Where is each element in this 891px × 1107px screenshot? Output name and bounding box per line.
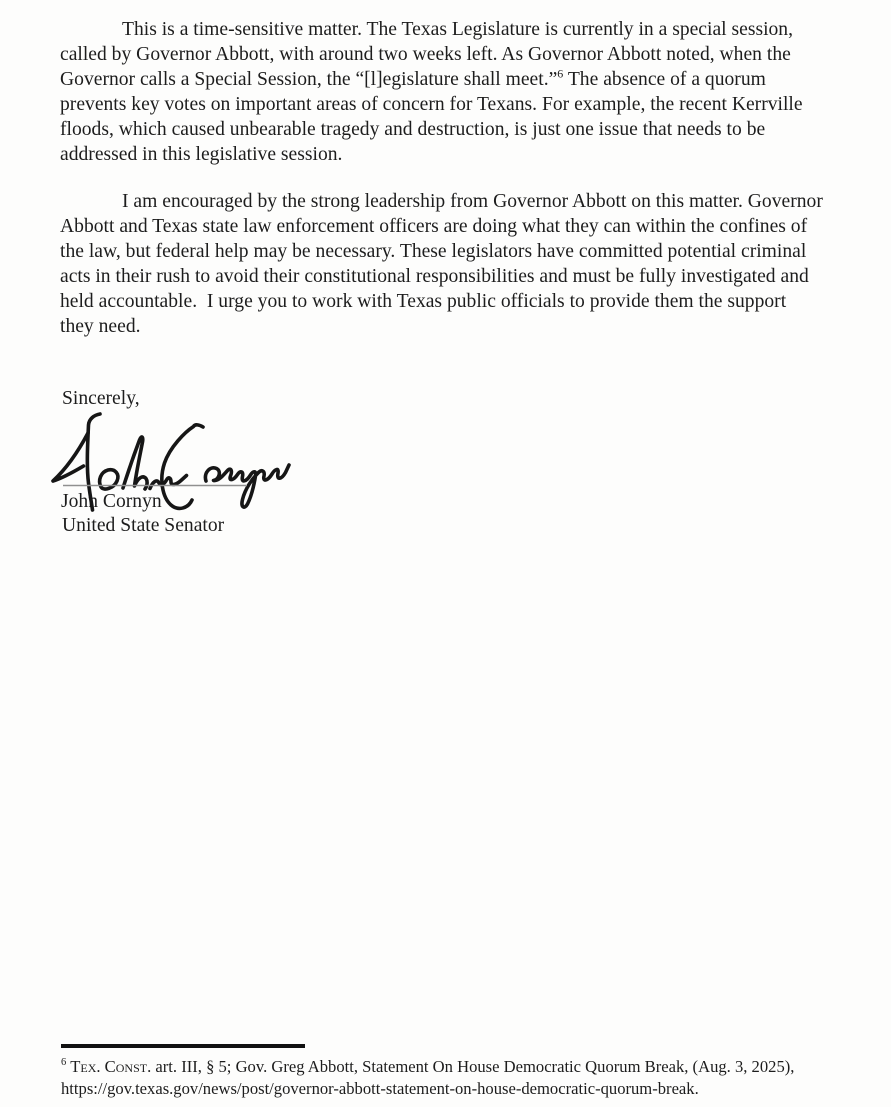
- footnote-marker: 6: [61, 1057, 67, 1069]
- paragraph-line: [60, 67, 860, 92]
- line-text: Governor calls a Special Session, the “[l]egislature shall meet.”: [60, 69, 558, 90]
- footnote-separator-rule: [61, 1044, 305, 1048]
- paragraph-line: Abbott and Texas state law enforcement officers are doing what they can within the confines of: [60, 216, 808, 237]
- footnote-citation-smallcaps: Tex. Const.: [70, 1057, 152, 1076]
- signature-stroke-h: [123, 437, 147, 489]
- salutation: Sincerely,: [62, 388, 140, 409]
- footnote: [61, 1056, 861, 1100]
- signature-stroke-j-diagonal: [53, 433, 88, 481]
- paragraph-line: held accountable. I urge you to work with Texas public officials to provide them the support: [60, 291, 787, 312]
- footnote-citation-rest: art. III, § 5; Gov. Greg Abbott, Statement On House Democratic Quorum Break, (Aug. 3, 2025),: [155, 1057, 795, 1076]
- paragraph-line: floods, which caused unbearable tragedy and destruction, is just one issue that needs to be: [60, 119, 766, 140]
- footnote-reference-superscript: 6: [557, 66, 564, 81]
- paragraph-line: acts in their rush to avoid their constitutional responsibilities and must be fully investigated and: [60, 266, 809, 287]
- signature-stroke-n: [150, 476, 187, 489]
- line-text: The absence of a quorum: [563, 69, 766, 90]
- footnote-line: [61, 1056, 861, 1078]
- signer-typed-title: United State Senator: [62, 515, 225, 536]
- paragraph-line: prevents key votes on important areas of concern for Texans. For example, the recent Kerrville: [60, 94, 803, 115]
- paragraph-line: I am encouraged by the strong leadership from Governor Abbott on this matter. Governor: [122, 191, 823, 212]
- footnote-url: https://gov.texas.gov/news/post/governor-abbott-statement-on-house-democratic-quorum-break.: [61, 1079, 699, 1098]
- signer-typed-name: John Cornyn: [61, 491, 162, 512]
- handwritten-signature-icon: [48, 408, 298, 520]
- signature-stroke-c: [162, 425, 203, 509]
- paragraph-encouraged: [60, 189, 860, 339]
- paragraph-line: called by Governor Abbott, with around two weeks left. As Governor Abbott noted, when the: [60, 44, 791, 65]
- paragraph-line: This is a time-sensitive matter. The Texas Legislature is currently in a special session,: [122, 19, 793, 40]
- paragraph-time-sensitive: [60, 17, 860, 167]
- paragraph-line: they need.: [60, 316, 141, 337]
- paragraph-line: the law, but federal help may be necessary. These legislators have committed potential criminal: [60, 241, 807, 262]
- paragraph-line: addressed in this legislative session.: [60, 144, 343, 165]
- signature-stroke-j-stem: [87, 414, 100, 510]
